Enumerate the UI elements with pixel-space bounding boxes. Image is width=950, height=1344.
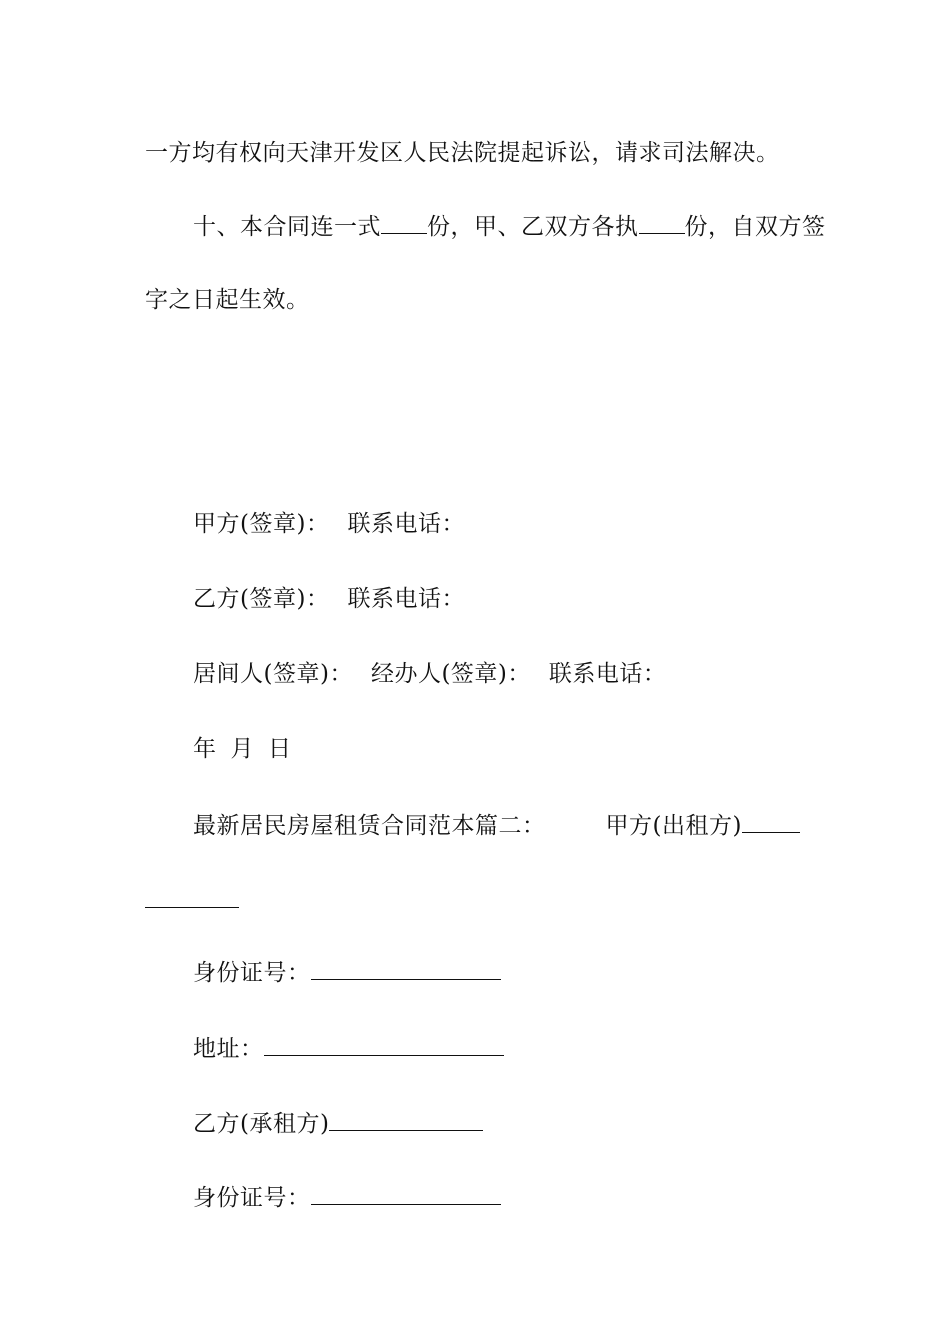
lessor-id-blank — [311, 957, 501, 980]
lessee-id-blank — [311, 1182, 501, 1205]
copies-clause-part1: 十、本合同连一式 — [193, 214, 381, 240]
lessor-id-label: 身份证号： — [193, 960, 311, 986]
copies-blank-total — [381, 211, 427, 234]
intermediary-sign-label: 居间人(签章)： — [193, 661, 353, 687]
paragraph-dispute-clause: 一方均有权向天津开发区人民法院提起诉讼，请求司法解决。 — [145, 140, 780, 166]
lessee-id-label: 身份证号： — [193, 1185, 311, 1211]
lessee-id-row — [193, 1182, 501, 1213]
date-month: 月 — [230, 736, 254, 762]
date-year: 年 — [193, 736, 217, 762]
copies-clause-part2: 份，甲、乙双方各执 — [427, 214, 639, 240]
lessee-blank — [329, 1108, 483, 1131]
party-b-sign-label: 乙方(签章)： — [193, 586, 330, 612]
lessor-address-label: 地址： — [193, 1036, 264, 1062]
lessor-address-blank — [264, 1033, 504, 1056]
section-two-title: 最新居民房屋租赁合同范本篇二： — [193, 813, 546, 839]
lessor-label: 甲方(出租方) — [605, 813, 742, 839]
intermediary-phone-label: 联系电话： — [548, 661, 667, 687]
party-a-phone-label: 联系电话： — [347, 511, 465, 537]
lessor-blank-continuation — [145, 907, 239, 908]
signature-party-a-row — [193, 509, 465, 539]
signature-party-b-row — [193, 584, 465, 614]
copies-blank-each — [639, 211, 685, 234]
party-b-phone-label: 联系电话： — [347, 586, 465, 612]
lessor-address-row — [193, 1033, 504, 1064]
copies-clause-part3: 份，自双方签 — [684, 214, 826, 240]
handler-sign-label: 经办人(签章)： — [370, 661, 531, 687]
date-day: 日 — [268, 736, 292, 762]
section-two-heading-row — [193, 810, 800, 841]
lessee-label: 乙方(承租方) — [193, 1111, 330, 1137]
lessee-row — [193, 1108, 483, 1139]
lessor-id-row — [193, 957, 501, 988]
signature-intermediary-row — [193, 659, 666, 689]
paragraph-copies-clause — [193, 211, 826, 242]
paragraph-effective-clause: 字之日起生效。 — [145, 287, 310, 313]
lessor-blank — [742, 810, 800, 833]
party-a-sign-label: 甲方(签章)： — [193, 511, 330, 537]
signature-date-row — [193, 734, 292, 764]
